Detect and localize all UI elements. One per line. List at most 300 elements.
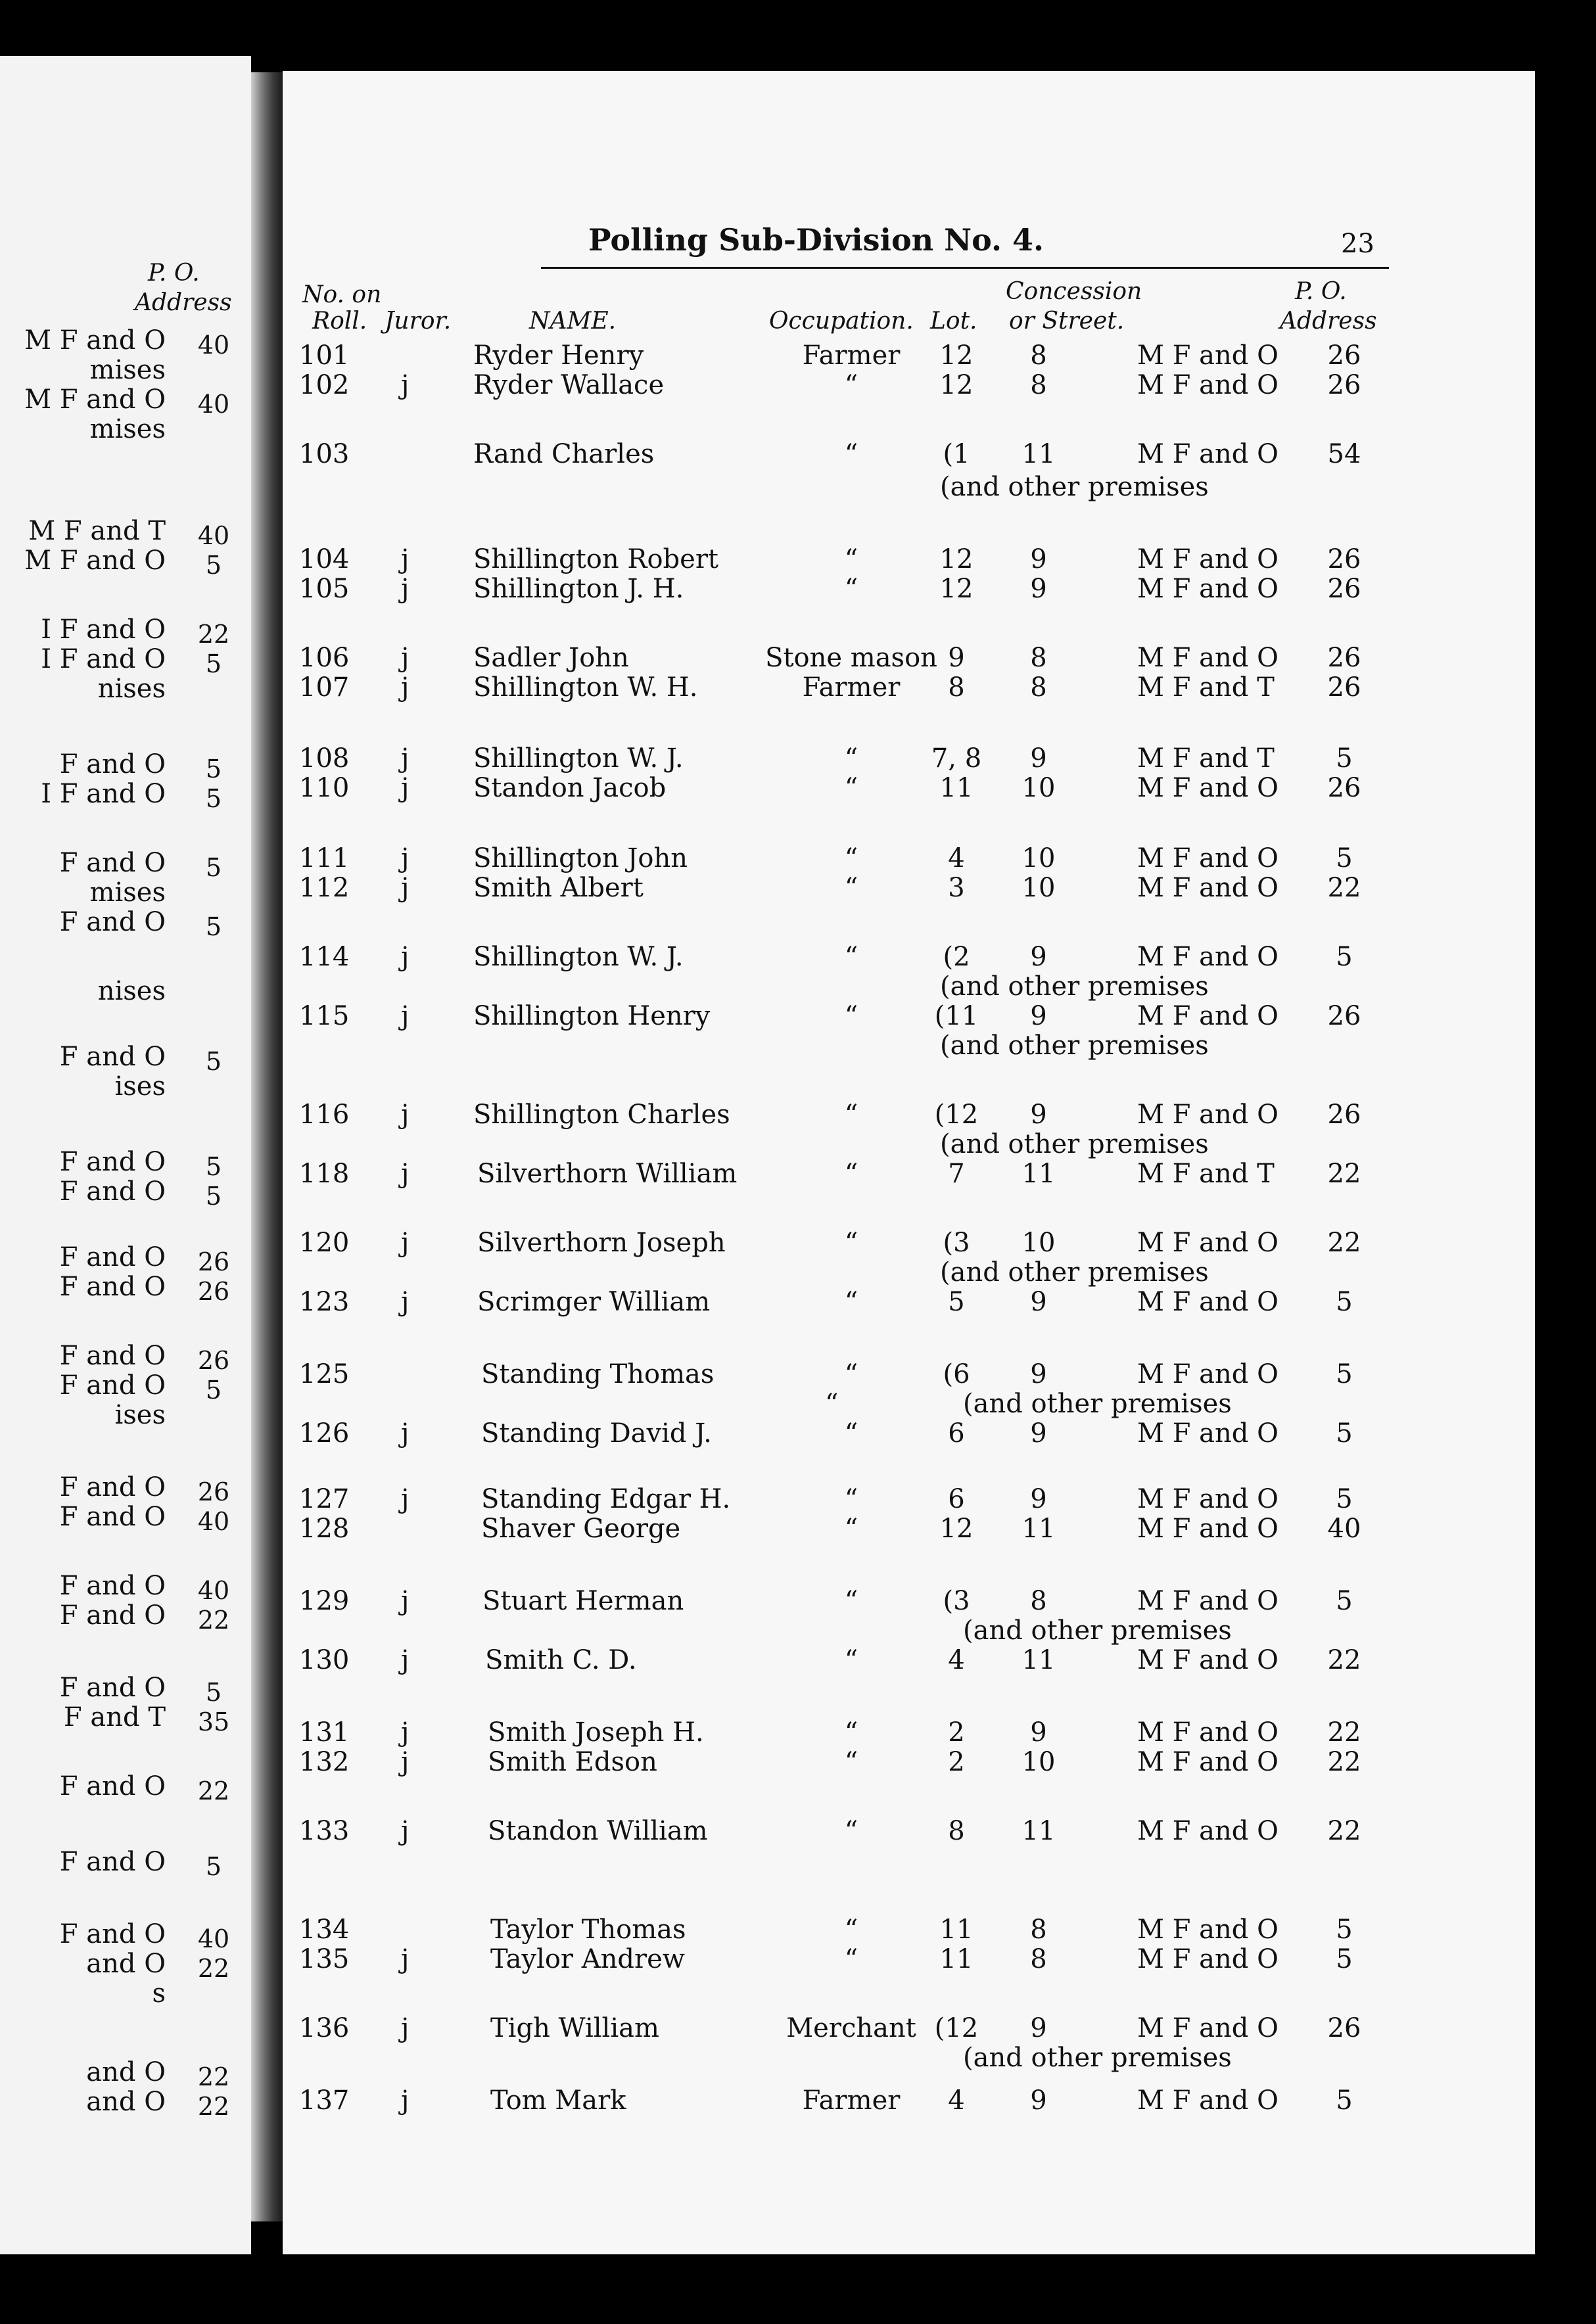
roll-number: 102 (299, 370, 350, 400)
occupation: “ (844, 1418, 858, 1449)
voter-name: Standing Edgar H. (481, 1484, 731, 1514)
concession: 9 (1030, 544, 1047, 574)
occupation: “ (844, 743, 858, 774)
lot: 11 (939, 1944, 974, 1974)
qualification: M F and O (1137, 1645, 1279, 1675)
left-line-text: F and O (59, 1176, 166, 1207)
left-line-po: 22 (197, 1954, 230, 1983)
lot: 8 (948, 1816, 965, 1846)
occupation: “ (844, 370, 858, 400)
left-line-text: F and O (59, 749, 166, 779)
left-line-text: I F and O (41, 644, 166, 674)
roll-number: 126 (299, 1418, 350, 1449)
concession: 9 (1030, 1717, 1047, 1748)
lot: (3 (943, 1228, 970, 1258)
left-line-text: mises (89, 355, 166, 385)
left-line-po: 22 (197, 2062, 230, 2091)
roll-number: 107 (299, 672, 350, 703)
qualification: M F and O (1137, 574, 1279, 604)
lot: (12 (934, 1100, 979, 1130)
concession: 11 (1021, 1159, 1056, 1189)
juror-mark: j (401, 2013, 410, 2043)
left-line-po: 5 (205, 853, 222, 882)
left-line-po: 5 (205, 755, 222, 783)
concession: 10 (1021, 873, 1056, 903)
po-address: 26 (1327, 370, 1361, 400)
juror-mark: j (401, 873, 410, 903)
qualification: M F and O (1137, 370, 1279, 400)
juror-mark: j (401, 643, 410, 673)
po-address: 5 (1336, 1944, 1353, 1974)
po-address: 26 (1327, 574, 1361, 604)
lot: 9 (948, 643, 965, 673)
col-concession-1: Concession (1006, 278, 1142, 305)
left-line-text: M F and O (24, 325, 166, 356)
premises-note: (and other premises (940, 1257, 1209, 1288)
lot: (6 (943, 1359, 970, 1389)
lot: 4 (948, 1645, 965, 1675)
juror-mark: j (401, 544, 410, 574)
juror-mark: j (401, 1717, 410, 1748)
qualification: M F and O (1137, 1514, 1279, 1544)
po-address: 5 (1336, 1359, 1353, 1389)
roll-number: 103 (299, 439, 350, 469)
left-line-text: F and O (59, 1472, 166, 1502)
po-address: 26 (1327, 340, 1361, 371)
left-line-text: ises (114, 1071, 166, 1102)
voter-name: Scrimger William (477, 1287, 711, 1317)
page-title: Polling Sub-Division No. 4. (588, 222, 1044, 258)
lot: (12 (934, 2013, 979, 2043)
juror-mark: j (401, 672, 410, 703)
qualification: M F and O (1137, 942, 1279, 972)
col-occupation: Occupation. (769, 308, 914, 335)
left-line-text: F and O (59, 1600, 166, 1631)
roll-number: 118 (299, 1159, 350, 1189)
voter-name: Smith Joseph H. (488, 1717, 704, 1748)
left-line-text: F and O (59, 1147, 166, 1177)
lot: 7 (948, 1159, 965, 1189)
left-line-text: F and O (59, 1370, 166, 1401)
po-address: 40 (1327, 1514, 1361, 1544)
left-line-text: F and O (59, 1341, 166, 1371)
voter-name: Shillington J. H. (473, 574, 684, 604)
occupation: “ (844, 1747, 858, 1777)
left-line-po: 22 (197, 620, 230, 649)
juror-mark: j (401, 1418, 410, 1449)
concession: 9 (1030, 1484, 1047, 1514)
occupation: “ (844, 1359, 858, 1389)
concession: 8 (1030, 672, 1047, 703)
roll-number: 115 (299, 1001, 350, 1031)
occupation: “ (844, 1514, 858, 1544)
po-address: 5 (1336, 743, 1353, 774)
juror-mark: j (401, 1159, 410, 1189)
left-line-po: 5 (205, 649, 222, 678)
roll-number: 116 (299, 1100, 350, 1130)
occupation: “ (844, 1001, 858, 1031)
occupation: Farmer (802, 340, 901, 371)
lot: 12 (939, 574, 974, 604)
juror-mark: j (401, 1484, 410, 1514)
left-line-text: ises (114, 1400, 166, 1430)
lot: 4 (948, 843, 965, 873)
lot: 6 (948, 1418, 965, 1449)
occupation: “ (844, 1944, 858, 1974)
concession: 11 (1021, 1514, 1056, 1544)
roll-number: 135 (299, 1944, 350, 1974)
voter-name: Taylor Andrew (490, 1944, 686, 1974)
occupation: Stone mason (765, 643, 937, 673)
occupation: “ (844, 843, 858, 873)
qualification: M F and O (1137, 439, 1279, 469)
po-address: 26 (1327, 2013, 1361, 2043)
left-line-text: F and O (59, 907, 166, 937)
left-line-text: F and T (63, 1702, 166, 1732)
voter-name: Taylor Thomas (490, 1915, 686, 1945)
juror-mark: j (401, 1001, 410, 1031)
col-no-on-roll-1: No. on (302, 281, 382, 308)
occupation: “ (844, 439, 858, 469)
lot: 11 (939, 1915, 974, 1945)
left-line-po: 40 (197, 1507, 230, 1536)
occupation: “ (844, 942, 858, 972)
qualification: M F and O (1137, 1100, 1279, 1130)
po-address: 26 (1327, 1100, 1361, 1130)
roll-number: 104 (299, 544, 350, 574)
concession: 10 (1021, 1228, 1056, 1258)
po-address: 5 (1336, 1418, 1353, 1449)
roll-number: 131 (299, 1717, 350, 1748)
lot: (1 (943, 439, 970, 469)
qualification: M F and O (1137, 873, 1279, 903)
concession: 9 (1030, 1359, 1047, 1389)
col-po-1: P. O. (1295, 278, 1347, 305)
lot: 12 (939, 370, 974, 400)
lot: 6 (948, 1484, 965, 1514)
left-line-text: and O (86, 1949, 166, 1979)
occupation: “ (844, 1228, 858, 1258)
voter-name: Shillington Charles (473, 1100, 730, 1130)
roll-number: 106 (299, 643, 350, 673)
voter-name: Ryder Wallace (473, 370, 665, 400)
occupation: “ (844, 1100, 858, 1130)
roll-number: 127 (299, 1484, 350, 1514)
qualification: M F and O (1137, 773, 1279, 803)
voter-name: Shillington W. J. (473, 942, 684, 972)
occupation: “ (844, 873, 858, 903)
roll-number: 136 (299, 2013, 350, 2043)
left-line-text: F and O (59, 1242, 166, 1272)
po-address: 22 (1327, 1747, 1361, 1777)
juror-mark: j (401, 574, 410, 604)
voter-name: Tigh William (490, 2013, 659, 2043)
lot: 12 (939, 1514, 974, 1544)
left-line-text: F and O (59, 1502, 166, 1532)
left-po-header-2: Address (135, 289, 232, 316)
col-lot: Lot. (930, 308, 977, 335)
left-line-text: M F and O (24, 546, 166, 576)
left-line-text: F and O (59, 848, 166, 878)
concession: 8 (1030, 1586, 1047, 1616)
premises-note: (and other premises (940, 971, 1209, 1002)
roll-number: 134 (299, 1915, 350, 1945)
qualification: M F and O (1137, 544, 1279, 574)
lot: (2 (943, 942, 970, 972)
page-number: 23 (1341, 229, 1374, 259)
roll-number: 110 (299, 773, 350, 803)
occupation: “ (844, 1645, 858, 1675)
juror-mark: j (401, 773, 410, 803)
occupation: “ (844, 1586, 858, 1616)
juror-mark: j (401, 1944, 410, 1974)
roll-number: 101 (299, 340, 350, 371)
left-line-po: 40 (197, 390, 230, 419)
left-line-text: F and O (59, 1847, 166, 1877)
roll-number: 132 (299, 1747, 350, 1777)
left-line-text: I F and O (41, 779, 166, 809)
po-address: 5 (1336, 2085, 1353, 2116)
lot: 12 (939, 544, 974, 574)
concession: 9 (1030, 2013, 1047, 2043)
po-address: 5 (1336, 1586, 1353, 1616)
concession: 10 (1021, 1747, 1056, 1777)
roll-number: 105 (299, 574, 350, 604)
left-line-text: mises (89, 414, 166, 444)
lot: 4 (948, 2085, 965, 2116)
left-line-text: mises (89, 877, 166, 908)
left-line-text: F and O (59, 1919, 166, 1949)
concession: 8 (1030, 1915, 1047, 1945)
left-line-po: 22 (197, 1606, 230, 1635)
left-line-text: F and O (59, 1571, 166, 1601)
left-line-text: F and O (59, 1771, 166, 1801)
qualification: M F and O (1137, 1359, 1279, 1389)
concession: 9 (1030, 1418, 1047, 1449)
left-line-text: F and O (59, 1042, 166, 1072)
po-address: 26 (1327, 544, 1361, 574)
qualification: M F and O (1137, 1747, 1279, 1777)
left-line-po: 40 (197, 1576, 230, 1605)
voter-name: Smith Albert (473, 873, 644, 903)
roll-number: 128 (299, 1514, 350, 1544)
premises-note: (and other premises (963, 1615, 1232, 1646)
occupation: “ (844, 544, 858, 574)
left-line-text: F and O (59, 1673, 166, 1703)
occupation: Farmer (802, 672, 901, 703)
roll-number: 137 (299, 2085, 350, 2116)
qualification: M F and T (1137, 1159, 1275, 1189)
roll-number: 123 (299, 1287, 350, 1317)
left-page-fragment (0, 56, 251, 2254)
left-line-text: I F and O (41, 615, 166, 645)
roll-number: 112 (299, 873, 350, 903)
occupation: Farmer (802, 2085, 901, 2116)
qualification: M F and O (1137, 843, 1279, 873)
juror-mark: j (401, 2085, 410, 2116)
po-address: 5 (1336, 1915, 1353, 1945)
roll-number: 120 (299, 1228, 350, 1258)
occupation: “ (844, 1484, 858, 1514)
book-gutter (251, 72, 283, 2221)
extra-ditto-mark: “ (825, 1389, 839, 1419)
concession: 9 (1030, 1100, 1047, 1130)
po-address: 22 (1327, 873, 1361, 903)
left-line-text: and O (86, 2087, 166, 2117)
juror-mark: j (401, 1287, 410, 1317)
qualification: M F and O (1137, 1484, 1279, 1514)
voter-name: Smith C. D. (485, 1645, 637, 1675)
roll-number: 108 (299, 743, 350, 774)
occupation: “ (844, 1915, 858, 1945)
occupation: “ (844, 1816, 858, 1846)
juror-mark: j (401, 1645, 410, 1675)
lot: (3 (943, 1586, 970, 1616)
col-po-2: Address (1280, 308, 1377, 335)
concession: 9 (1030, 942, 1047, 972)
roll-number: 111 (299, 843, 350, 873)
lot: 5 (948, 1287, 965, 1317)
qualification: M F and O (1137, 643, 1279, 673)
po-address: 22 (1327, 1816, 1361, 1846)
lot: 3 (948, 873, 965, 903)
po-address: 5 (1336, 843, 1353, 873)
qualification: M F and O (1137, 1001, 1279, 1031)
premises-note: (and other premises (963, 1389, 1232, 1419)
col-juror: Juror. (385, 308, 452, 335)
roll-number: 125 (299, 1359, 350, 1389)
occupation: Merchant (786, 2013, 916, 2043)
left-line-text: and O (86, 2057, 166, 2087)
qualification: M F and O (1137, 1287, 1279, 1317)
voter-name: Standon Jacob (473, 773, 667, 803)
po-address: 22 (1327, 1159, 1361, 1189)
concession: 8 (1030, 643, 1047, 673)
right-page (283, 71, 1535, 2254)
left-line-po: 5 (205, 1047, 222, 1076)
juror-mark: j (401, 1100, 410, 1130)
po-address: 54 (1327, 439, 1361, 469)
left-line-po: 5 (205, 1852, 222, 1881)
qualification: M F and O (1137, 340, 1279, 371)
header-rule (541, 267, 1389, 269)
voter-name: Standing Thomas (481, 1359, 715, 1389)
left-line-po: 5 (205, 1376, 222, 1405)
left-line-po: 40 (197, 521, 230, 550)
left-po-header-1: P. O. (148, 260, 200, 287)
left-line-text: nises (97, 674, 166, 704)
concession: 9 (1030, 743, 1047, 774)
qualification: M F and O (1137, 2085, 1279, 2116)
qualification: M F and O (1137, 1944, 1279, 1974)
voter-name: Rand Charles (473, 439, 655, 469)
voter-name: Shillington W. J. (473, 743, 684, 774)
premises-note: (and other premises (940, 472, 1209, 502)
left-line-text: nises (97, 976, 166, 1006)
voter-name: Shillington John (473, 843, 688, 873)
lot: (11 (934, 1001, 979, 1031)
left-line-po: 40 (197, 331, 230, 360)
left-line-po: 40 (197, 1924, 230, 1953)
occupation: “ (844, 1717, 858, 1748)
occupation: “ (844, 773, 858, 803)
left-line-text: M F and O (24, 384, 166, 415)
lot: 7, 8 (931, 743, 982, 774)
occupation: “ (844, 574, 858, 604)
left-line-text: F and O (59, 1272, 166, 1302)
po-address: 26 (1327, 773, 1361, 803)
po-address: 26 (1327, 1001, 1361, 1031)
premises-note: (and other premises (940, 1129, 1209, 1159)
roll-number: 130 (299, 1645, 350, 1675)
po-address: 5 (1336, 1287, 1353, 1317)
left-line-po: 5 (205, 912, 222, 941)
lot: 2 (948, 1747, 965, 1777)
concession: 9 (1030, 574, 1047, 604)
col-no-on-roll-2: Roll. (312, 308, 367, 335)
left-line-po: 26 (197, 1477, 230, 1506)
concession: 9 (1030, 2085, 1047, 2116)
voter-name: Sadler John (473, 643, 629, 673)
concession: 8 (1030, 340, 1047, 371)
concession: 8 (1030, 1944, 1047, 1974)
qualification: M F and O (1137, 2013, 1279, 2043)
juror-mark: j (401, 1228, 410, 1258)
concession: 10 (1021, 843, 1056, 873)
po-address: 22 (1327, 1228, 1361, 1258)
po-address: 5 (1336, 1484, 1353, 1514)
left-line-text: M F and T (28, 516, 166, 546)
qualification: M F and O (1137, 1228, 1279, 1258)
voter-name: Shillington W. H. (473, 672, 698, 703)
left-line-po: 5 (205, 784, 222, 813)
left-line-po: 26 (197, 1346, 230, 1375)
juror-mark: j (401, 1816, 410, 1846)
left-line-po: 5 (205, 1152, 222, 1181)
concession: 9 (1030, 1001, 1047, 1031)
po-address: 26 (1327, 672, 1361, 703)
concession: 11 (1021, 1816, 1056, 1846)
qualification: M F and O (1137, 1586, 1279, 1616)
qualification: M F and O (1137, 1915, 1279, 1945)
premises-note: (and other premises (963, 2043, 1232, 2073)
po-address: 26 (1327, 643, 1361, 673)
lot: 12 (939, 340, 974, 371)
concession: 11 (1021, 439, 1056, 469)
voter-name: Standing David J. (481, 1418, 712, 1449)
po-address: 5 (1336, 942, 1353, 972)
premises-note: (and other premises (940, 1031, 1209, 1061)
juror-mark: j (401, 743, 410, 774)
left-line-po: 5 (205, 1678, 222, 1707)
voter-name: Tom Mark (490, 2085, 626, 2116)
lot: 11 (939, 773, 974, 803)
voter-name: Standon William (488, 1816, 708, 1846)
qualification: M F and O (1137, 1816, 1279, 1846)
voter-name: Ryder Henry (473, 340, 644, 371)
left-line-po: 26 (197, 1277, 230, 1306)
left-line-po: 26 (197, 1247, 230, 1276)
voter-name: Smith Edson (488, 1747, 657, 1777)
concession: 10 (1021, 773, 1056, 803)
roll-number: 133 (299, 1816, 350, 1846)
juror-mark: j (401, 942, 410, 972)
qualification: M F and O (1137, 1717, 1279, 1748)
qualification: M F and T (1137, 743, 1275, 774)
col-concession-2: or Street. (1009, 308, 1125, 335)
occupation: “ (844, 1159, 858, 1189)
juror-mark: j (401, 843, 410, 873)
